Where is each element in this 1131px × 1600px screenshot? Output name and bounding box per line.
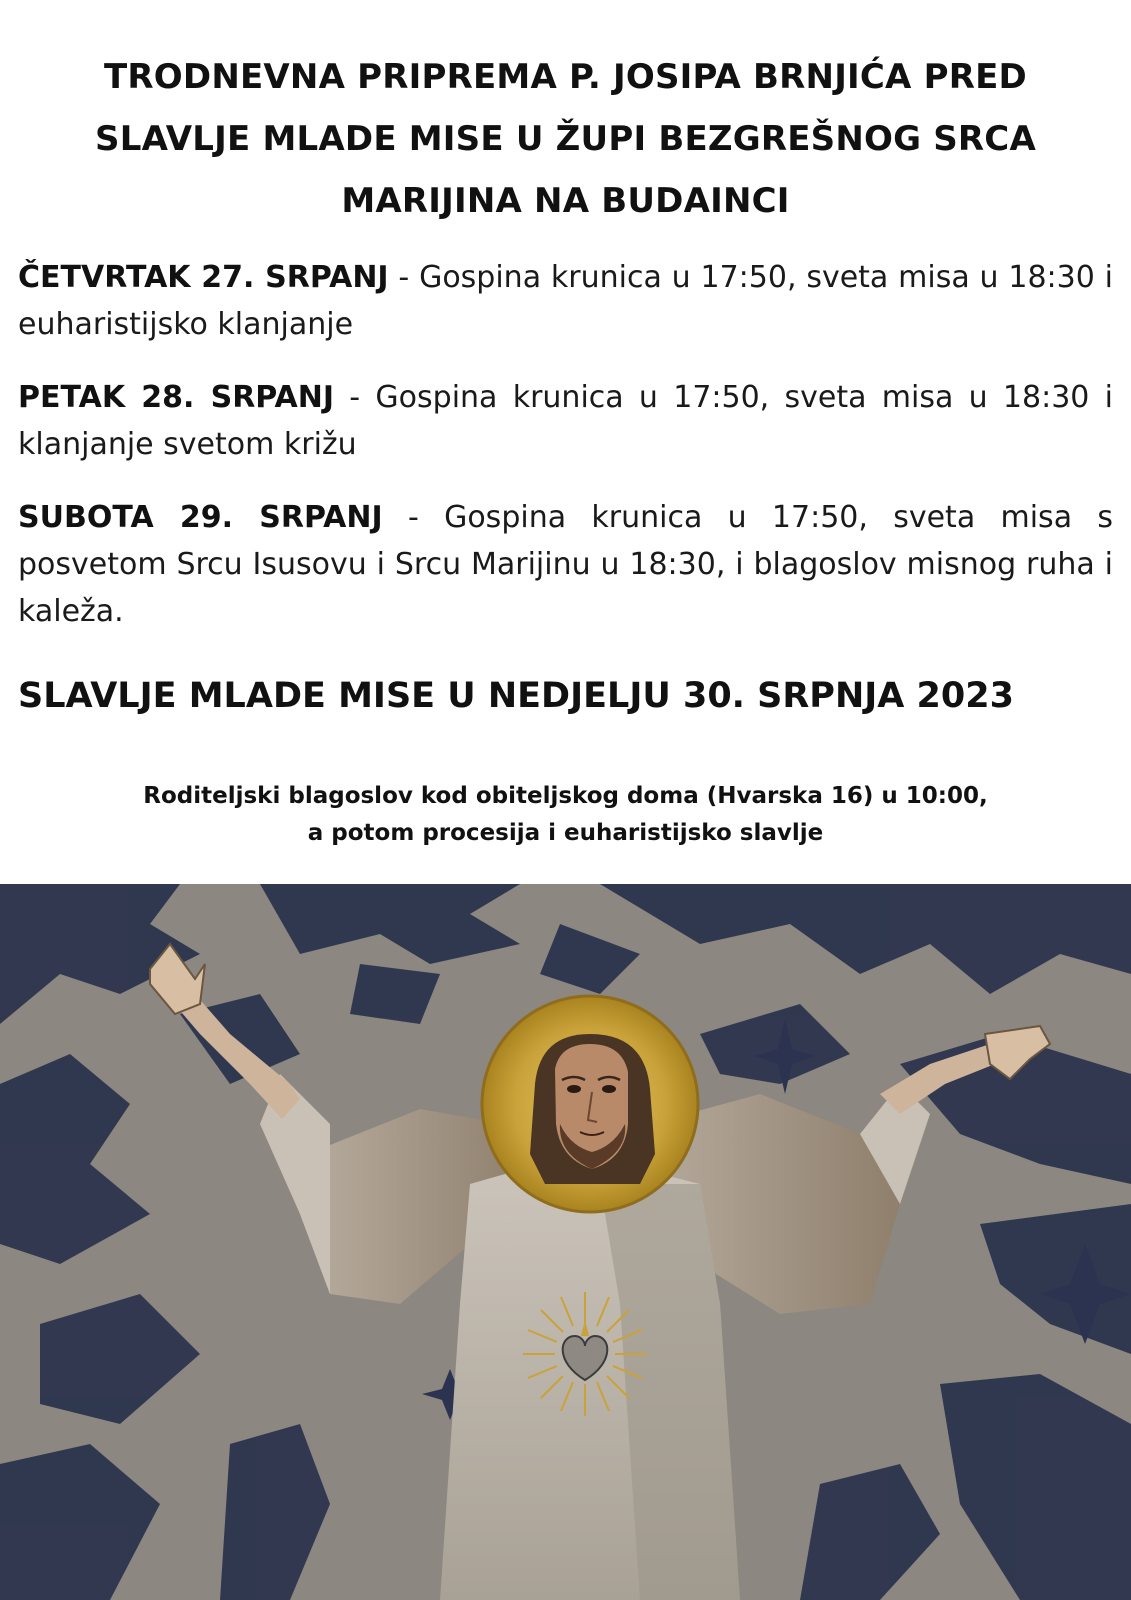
page-title [40,46,1091,232]
blessing-note [40,778,1091,852]
schedule-day-label: SUBOTA 29. SRPANJ [18,500,383,535]
schedule-saturday [18,494,1113,635]
schedule-day-label: ČETVRTAK 27. SRPANJ [18,260,389,295]
blessing-line-1: Roditeljski blagoslov kod obiteljskog doma (Hvarska 16) u 10:00, [143,783,988,809]
feast-title: SLAVLJE MLADE MISE U NEDJELJU 30. SRPNJA 2023 [18,676,1014,716]
left-eye [567,1085,581,1093]
schedule-day-label: PETAK 28. SRPANJ [18,380,335,415]
schedule-day-text: - Gospina krunica u 17:50, sveta misa u 18:30 i klanjanje svetom križu [18,380,1113,462]
title-line-2: SLAVLJE MLADE MISE U ŽUPI BEZGREŠNOG SRCA [95,119,1036,159]
schedule-thursday [18,254,1113,348]
sacred-heart-icon [523,1292,647,1416]
title-line-3: MARIJINA NA BUDAINCI [341,181,790,221]
title-line-1: TRODNEVNA PRIPREMA P. JOSIPA BRNJIĆA PRED [104,57,1027,97]
schedule-friday [18,374,1113,468]
right-eye [602,1085,616,1093]
schedule-day-text: - Gospina krunica u 17:50, sveta misa s posvetom Srcu Isusovu i Srcu Marijinu u 18:30, i blagoslov misnog ruha i kaleža. [18,500,1113,629]
schedule-day-text: - Gospina krunica u 17:50, sveta misa u 18:30 i euharistijsko klanjanje [18,260,1113,342]
blessing-line-2: a potom procesija i euharistijsko slavlje [307,820,824,846]
christ-mosaic-icon [0,884,1131,1600]
